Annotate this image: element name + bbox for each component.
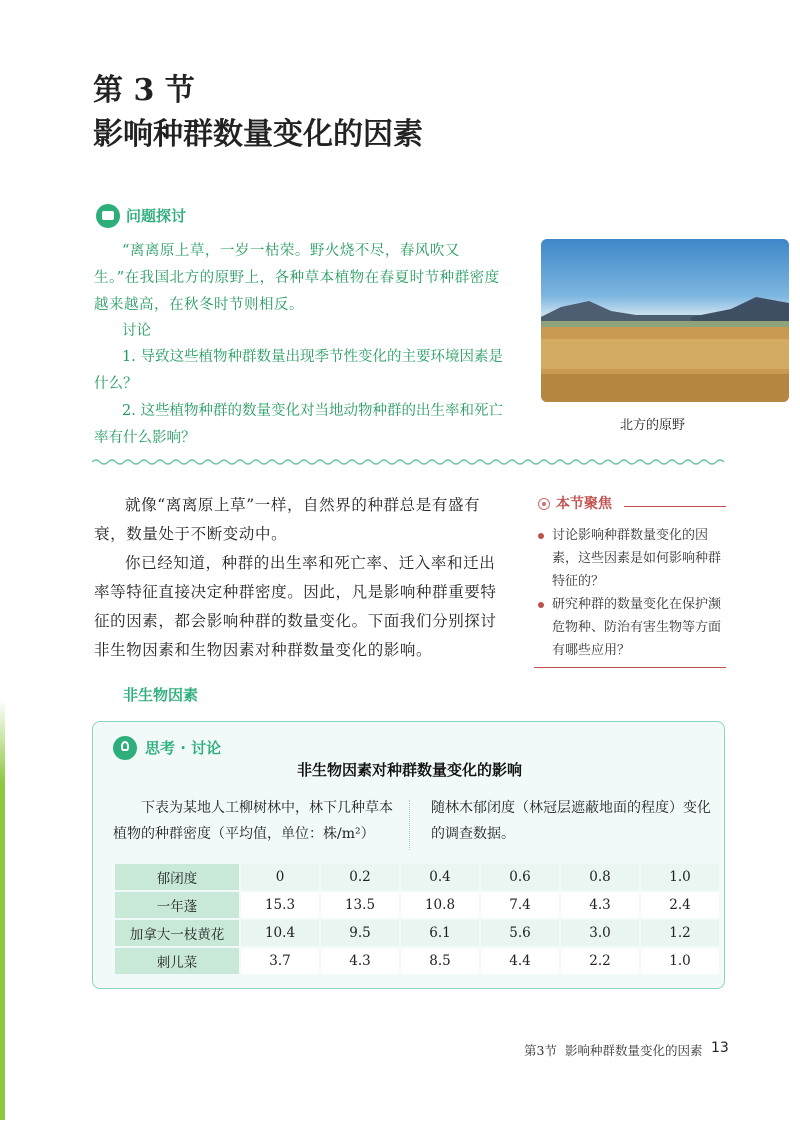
focus-item-text: 讨论影响种群数量变化的因素，这些因素是如何影响种群特征的？: [552, 528, 722, 589]
section-title: 影响种群数量变化的因素: [93, 117, 423, 152]
target-icon: [538, 498, 550, 510]
table-cell: 15.3: [241, 892, 319, 918]
table-cell: 0: [241, 864, 319, 890]
wave-divider: [92, 458, 725, 466]
section-focus-box: [534, 492, 726, 670]
table-cell: 13.5: [321, 892, 399, 918]
focus-item: [534, 524, 726, 593]
table-row: [115, 948, 719, 974]
table-cell: 4.3: [561, 892, 639, 918]
problem-paragraph: “离离原上草，一岁一枯荣。野火烧不尽，春风吹又生。”在我国北方的原野上，各种草本植物在春夏时节种群密度越来越高，在秋冬时节则相反。: [94, 243, 500, 313]
table-cell: 1.2: [641, 920, 719, 946]
table-cell: 9.5: [321, 920, 399, 946]
discussion-question-1: 1. 导致这些植物种群数量出现季节性变化的主要环境因素是什么？: [94, 349, 503, 392]
table-cell: 8.5: [401, 948, 479, 974]
table-cell: 0.6: [481, 864, 559, 890]
footer-section-title: 影响种群数量变化的因素: [565, 1043, 703, 1058]
table-cell: 5.6: [481, 920, 559, 946]
table-cell: 0.4: [401, 864, 479, 890]
page-number: 13: [711, 1040, 729, 1056]
section-number: 第 3 节: [93, 73, 195, 108]
table-cell: 1.0: [641, 948, 719, 974]
dotted-divider: [409, 800, 410, 850]
focus-title: 本节聚焦: [556, 496, 612, 512]
think-discuss-box: [92, 721, 725, 989]
table-cell: 刺儿菜: [115, 948, 239, 974]
problem-label: 问题探讨: [126, 207, 187, 225]
table-cell: 1.0: [641, 864, 719, 890]
grassland-photo: [541, 239, 789, 402]
body-paragraph-1: 就像“离离原上草”一样，自然界的种群总是有盛有衰，数量处于不断变动中。: [94, 496, 481, 543]
table-cell: 加拿大一枝黄花: [115, 920, 239, 946]
think-heading: 非生物因素对种群数量变化的影响: [296, 761, 522, 779]
bullet-dot-icon: [538, 533, 544, 539]
think-text-right: 随林木郁闭度（林冠层遮蔽地面的程度）变化的调查数据。: [431, 800, 711, 842]
discussion-label: 讨论: [122, 323, 151, 339]
density-table: [113, 862, 721, 976]
table-row: [115, 920, 719, 946]
table-cell: 4.3: [321, 948, 399, 974]
focus-title-rule: [624, 506, 726, 507]
table-cell: 2.4: [641, 892, 719, 918]
table-row: [115, 892, 719, 918]
chat-bubble-icon: [96, 204, 120, 228]
table-cell: 一年蓬: [115, 892, 239, 918]
think-label: 思考 · 讨论: [145, 739, 222, 757]
focus-item: [534, 593, 726, 662]
table-cell: 郁闭度: [115, 864, 239, 890]
table-cell: 0.2: [321, 864, 399, 890]
table-cell: 10.8: [401, 892, 479, 918]
table-header-row: [115, 864, 719, 890]
discussion-question-2: 2. 这些植物种群的数量变化对当地动物种群的出生率和死亡率有什么影响？: [94, 403, 503, 446]
table-cell: 0.8: [561, 864, 639, 890]
lightbulb-icon: [113, 736, 137, 760]
footer-section-number: 第3节: [524, 1043, 557, 1058]
subsection-heading: 非生物因素: [123, 686, 199, 704]
table-cell: 10.4: [241, 920, 319, 946]
margin-accent-bar: [0, 700, 5, 1120]
focus-item-text: 研究种群的数量变化在保护濒危物种、防治有害生物等方面有哪些应用？: [552, 597, 722, 658]
body-paragraph-2: 你已经知道，种群的出生率和死亡率、迁入率和迁出率等特征直接决定种群密度。因此，凡是影响种群重要特征的因素，都会影响种群的数量变化。下面我们分别探讨非生物因素和生物因素对种群数量变化的影响。: [94, 554, 497, 659]
table-cell: 4.4: [481, 948, 559, 974]
bullet-dot-icon: [538, 602, 544, 608]
table-cell: 7.4: [481, 892, 559, 918]
table-cell: 3.0: [561, 920, 639, 946]
focus-bottom-rule: [534, 667, 726, 668]
table-cell: 6.1: [401, 920, 479, 946]
table-cell: 3.7: [241, 948, 319, 974]
photo-caption: 北方的原野: [620, 418, 686, 433]
think-text-left: 下表为某地人工柳树林中，林下几种草本植物的种群密度（平均值，单位：株/m²）: [113, 800, 393, 842]
table-cell: 2.2: [561, 948, 639, 974]
